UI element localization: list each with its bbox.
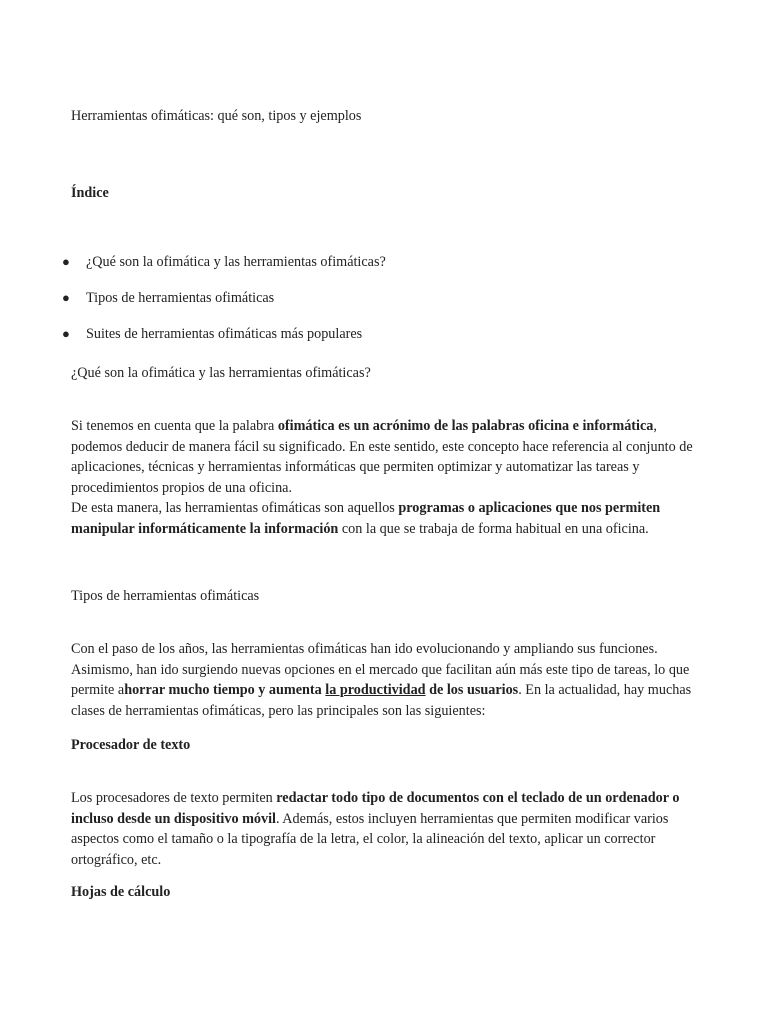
bullet-icon: ●: [62, 254, 70, 269]
productivity-link[interactable]: la productividad: [325, 682, 426, 698]
text-span: . Además, estos incluyen herramientas que permiten modificar varios aspectos como el tamaño o la tipografía de la letra, el color, la alineación del texto, aplicar un corrector ortográfico, etc.: [71, 810, 669, 868]
toc-item-label: Suites de herramientas ofimáticas más populares: [86, 326, 363, 342]
text-span: , podemos deducir de manera fácil su significado. En este sentido, este concepto hace referencia al conjunto de aplicaciones, técnicas y herramientas informáticas que permiten optimizar y automatizar las tareas y procedimientos propios de una oficina.: [71, 418, 693, 496]
text-span: Con el paso de los años, las herramientas ofimáticas han ido evolucionando y ampliando sus funciones. Asimismo, han ido surgiendo nuevas opciones en el mercado que facilitan aún más este tipo de tareas, lo que permite a: [71, 641, 690, 698]
toc-item-label: ¿Qué son la ofimática y las herramientas ofimáticas?: [86, 254, 386, 270]
paragraph-types: [71, 639, 707, 721]
paragraph-word-processor: [71, 788, 693, 870]
paragraph-definition: [71, 416, 701, 539]
toc-item[interactable]: [0, 324, 700, 360]
text-span: Los procesadores de texto permiten: [71, 790, 277, 806]
section-heading-types: Tipos de herramientas ofimáticas: [71, 588, 260, 604]
toc-item[interactable]: [0, 288, 700, 324]
bullet-icon: ●: [62, 326, 70, 341]
table-of-contents: [0, 252, 700, 360]
text-span: Si tenemos en cuenta que la palabra: [71, 418, 278, 434]
document-title: Herramientas ofimáticas: qué son, tipos y ejemplos: [71, 108, 362, 124]
text-span: De esta manera, las herramientas ofimáticas son aquellos: [71, 500, 399, 516]
text-span: . En la actualidad, hay muchas clases de herramientas ofimáticas, pero las principales son las siguientes:: [71, 682, 692, 719]
text-span: con la que se trabaja de forma habitual en una oficina.: [338, 520, 649, 537]
subheading-word-processor: Procesador de texto: [71, 737, 191, 753]
toc-item[interactable]: [0, 252, 700, 288]
bold-text: redactar todo tipo de documentos con el teclado de un ordenador o incluso desde un dispositivo móvil: [71, 790, 680, 827]
bullet-icon: ●: [62, 290, 70, 305]
index-heading: Índice: [71, 185, 109, 201]
toc-item-label: Tipos de herramientas ofimáticas: [86, 290, 275, 306]
bold-text: de los usuarios: [425, 682, 519, 698]
subheading-spreadsheets: Hojas de cálculo: [71, 884, 171, 900]
section-heading-what-is: ¿Qué son la ofimática y las herramientas ofimáticas?: [71, 365, 371, 381]
bold-text: ofimática es un acrónimo de las palabras oficina e informática: [277, 418, 654, 434]
bold-text: programas o aplicaciones que nos permiten manipular informáticamente la información: [71, 500, 661, 537]
bold-text: horrar mucho tiempo y aumenta: [124, 682, 326, 698]
